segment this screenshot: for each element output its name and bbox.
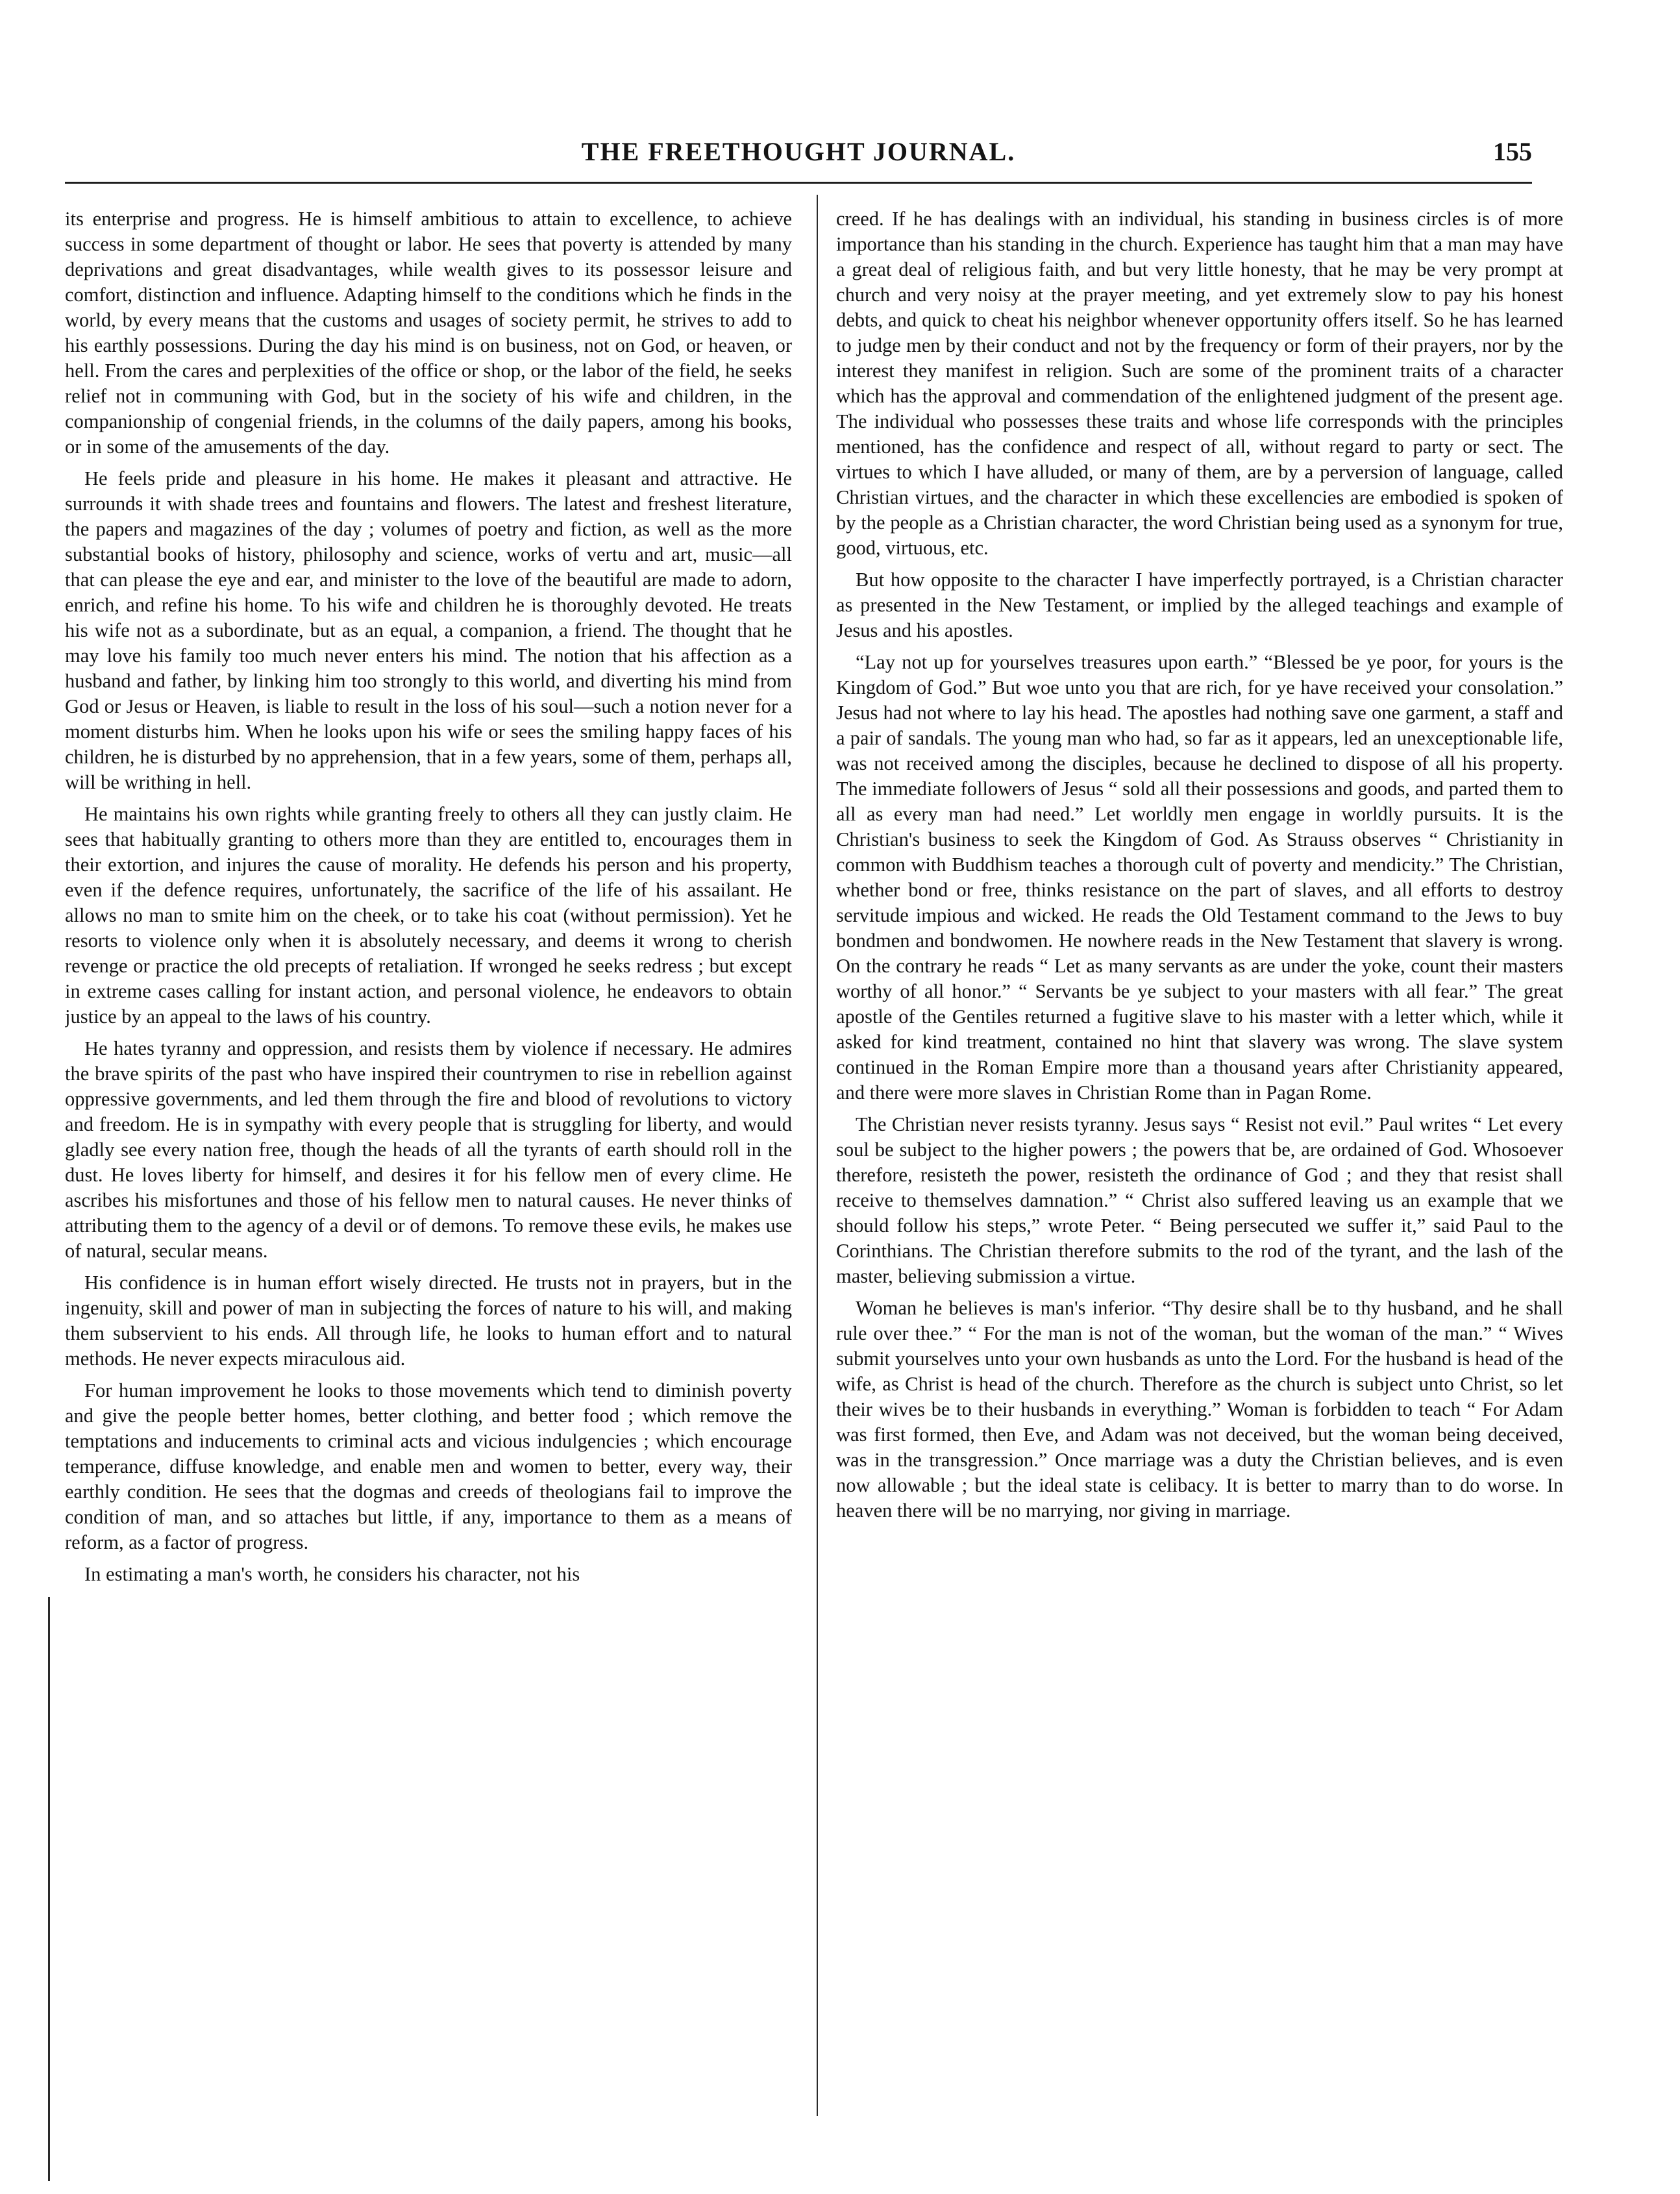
paragraph: For human improvement he looks to those movements which tend to diminish poverty and give the people better homes, better clothing, and better food ; which remove the temptations and inducements to criminal acts and vicious indulgencies ; which encourage temperance, diffuse knowledge, and enable men and women to better, every way, their earthly condition. He sees that the dogmas and creeds of theologians fail to improve the condition of man, and so attaches but little, if any, importance to them as a means of reform, as a factor of progress. bbox=[65, 1379, 792, 1553]
header-rule bbox=[65, 182, 1532, 184]
paragraph: His confidence is in human effort wisely directed. He trusts not in prayers, but in the ingenuity, skill and power of man in subjecting the forces of nature to his will, and making them subservient to his ends. All through life, he looks to human effort and to natural methods. He never expects miraculous aid. bbox=[65, 1272, 792, 1370]
left-column bbox=[65, 206, 792, 2128]
paragraph: “Lay not up for yourselves treasures upon earth.” “Blessed be ye poor, for yours is the Kingdom of God.” But woe unto you that are rich, for ye have received your consolation.” Jesus had not where to lay his head. The apostles had nothing save one garment, a staff and a pair of sandals. The young man who had, so far as it appears, led an unexceptionable life, was not received among the disciples, because he declined to dispose of all his property. The immediate followers of Jesus “ sold all their possessions and goods, and parted them to all as every man had need.” Let worldly men engage in worldly pursuits. It is the Christian's business to seek the Kingdom of God. As Strauss observes “ Christianity in common with Buddhism teaches a thorough cult of poverty and mendicity.” The Christian, whether bond or free, thinks resistance on the part of slaves, and all efforts to destroy servitude impious and wicked. He reads the Old Testament command to the Jews to buy bondmen and bondwomen. He nowhere reads in the New Testament that slavery is wrong. On the contrary he reads “ Let as many servants as are under the yoke, count their masters worthy of all honor.” “ Servants be ye subject to your masters with all fear.” The great apostle of the Gentiles returned a fugitive slave to his master with a letter which, while it asked for kind treatment, contained no hint that slavery was wrong. The slave system continued in the Roman Empire more than a thousand years after Christianity appeared, and there were more slaves in Christian Rome than in Pagan Rome. bbox=[836, 651, 1563, 1103]
paragraph: He feels pride and pleasure in his home. He makes it pleasant and attractive. He surrounds it with shade trees and fountains and flowers. The latest and freshest literature, the papers and magazines of the day ; volumes of poetry and fiction, as well as the more substantial books of history, philosophy and science, works of vertu and art, music—all that can please the eye and ear, and minister to the love of the beautiful are made to adorn, enrich, and refine his home. To his wife and children he is thoroughly devoted. He treats his wife not as a subordinate, but as an equal, a companion, a friend. The thought that he may love his family too much never enters his mind. The notion that his affection as a husband and father, by linking him too strongly to this world, and diverting his mind from God or Jesus or Heaven, is liable to result in the loss of his soul—such a notion never for a moment disturbs him. When he looks upon his wife or sees the smiling happy faces of his children, he is disturbed by no apprehension, that in a few years, some of them, perhaps all, will be writhing in hell. bbox=[65, 467, 792, 793]
paragraph: He hates tyranny and oppression, and resists them by violence if necessary. He admires the brave spirits of the past who have inspired their countrymen to rise in rebellion against oppressive governments, and led them through the fire and blood of revolutions to victory and freedom. He is in sympathy with every people that is struggling for liberty, and would gladly see every nation free, though the heads of all the tyrants of earth should roll in the dust. He loves liberty for himself, and desires it for his fellow men of every clime. He ascribes his misfortunes and those of his fellow men to natural causes. He never thinks of attributing them to the agency of a devil or of demons. To remove these evils, he makes use of natural, secular means. bbox=[65, 1037, 792, 1262]
journal-title: THE FREETHOUGHT JOURNAL. bbox=[581, 137, 1016, 166]
right-column bbox=[836, 206, 1563, 2128]
paragraph: In estimating a man's worth, he considers his character, not his bbox=[84, 1563, 580, 1585]
paragraph: creed. If he has dealings with an individual, his standing in business circles is of more importance than his standing in the church. Experience has taught him that a man may have a great deal of religious faith, and but very little honesty, that he may be very prompt at church and very noisy at the prayer meeting, and yet extremely slow to pay his honest debts, and quick to cheat his neighbor whenever opportunity offers itself. So he has learned to judge men by their conduct and not by the frequency or form of their prayers, nor by the interest they manifest in religion. Such are some of the prominent traits of a character which has the approval and commendation of the enlightened judgment of the present age. The individual who possesses these traits and whose life corresponds with the principles mentioned, has the confidence and respect of all, without regard to party or sect. The virtues to which I have alluded, or many of them, are by a perversion of language, called Christian virtues, and the character in which these excellencies are embodied is spoken of by the people as a Christian character, the word Christian being used as a synonym for true, good, virtuous, etc. bbox=[836, 208, 1563, 559]
paragraph: Woman he believes is man's inferior. “Thy desire shall be to thy husband, and he shall rule over thee.” “ For the man is not of the woman, but the woman of the man.” “ Wives submit yourselves unto your own husbands as unto the Lord. For the husband is head of the wife, as Christ is head of the church. Therefore as the church is subject unto Christ, so let their wives be to their husbands in everything.” Woman is forbidden to teach “ For Adam was first formed, then Eve, and Adam was not deceived, but the woman being deceived, was in the transgression.” Once marriage was a duty the Christian believes, and is even now allowable ; but the ideal state is celibacy. It is better to marry than to do worse. In heaven there will be no marrying, nor giving in marriage. bbox=[836, 1297, 1563, 1522]
margin-line bbox=[48, 1597, 50, 2181]
running-head bbox=[65, 136, 1532, 175]
column-divider bbox=[817, 195, 818, 2116]
paragraph: But how opposite to the character I have imperfectly portrayed, is a Christian character as presented in the New Testament, or implied by the alleged teachings and example of Jesus and his apostles. bbox=[836, 569, 1563, 641]
paragraph: He maintains his own rights while granting freely to others all they can justly claim. He sees that habitually granting to others more than they are entitled to, encourages them in their extortion, and injures the cause of morality. He defends his person and his property, even if the defence requires, unfortunately, the sacrifice of the life of his assailant. He allows no man to smite him on the cheek, or to take his coat (without permission). Yet he resorts to violence only when it is absolutely necessary, and deems it wrong to cherish revenge or practice the old precepts of retaliation. If wronged he seeks redress ; but except in extreme cases calling for instant action, and personal violence, he endeavors to obtain justice by an appeal to the laws of his country. bbox=[65, 803, 792, 1028]
paragraph: its enterprise and progress. He is himself ambitious to attain to excellence, to achieve success in some department of thought or labor. He sees that poverty is attended by many deprivations and great disadvantages, while wealth gives to its possessor leisure and comfort, distinction and influence. Adapting himself to the conditions which he finds in the world, by every means that the customs and usages of society permit, he strives to add to his earthly possessions. During the day his mind is on business, not on God, or heaven, or hell. From the cares and perplexities of the office or shop, or the labor of the field, he seeks relief not in communing with God, but in the society of his wife and children, in the companionship of congenial friends, in the columns of the daily papers, among his books, or in some of the amusements of the day. bbox=[65, 208, 792, 458]
paragraph: The Christian never resists tyranny. Jesus says “ Resist not evil.” Paul writes “ Let every soul be subject to the higher powers ; the powers that be, are ordained of God. Whosoever therefore, resisteth the power, resisteth the ordinance of God ; and they that resist shall receive to themselves damnation.” “ Christ also suffered leaving us an example that we should follow his steps,” wrote Peter. “ Being persecuted we suffer it,” said Paul to the Corinthians. The Christian therefore submits to the rod of the tyrant, and the lash of the master, believing submission a virtue. bbox=[836, 1113, 1563, 1287]
page-number: 155 bbox=[1493, 137, 1532, 166]
